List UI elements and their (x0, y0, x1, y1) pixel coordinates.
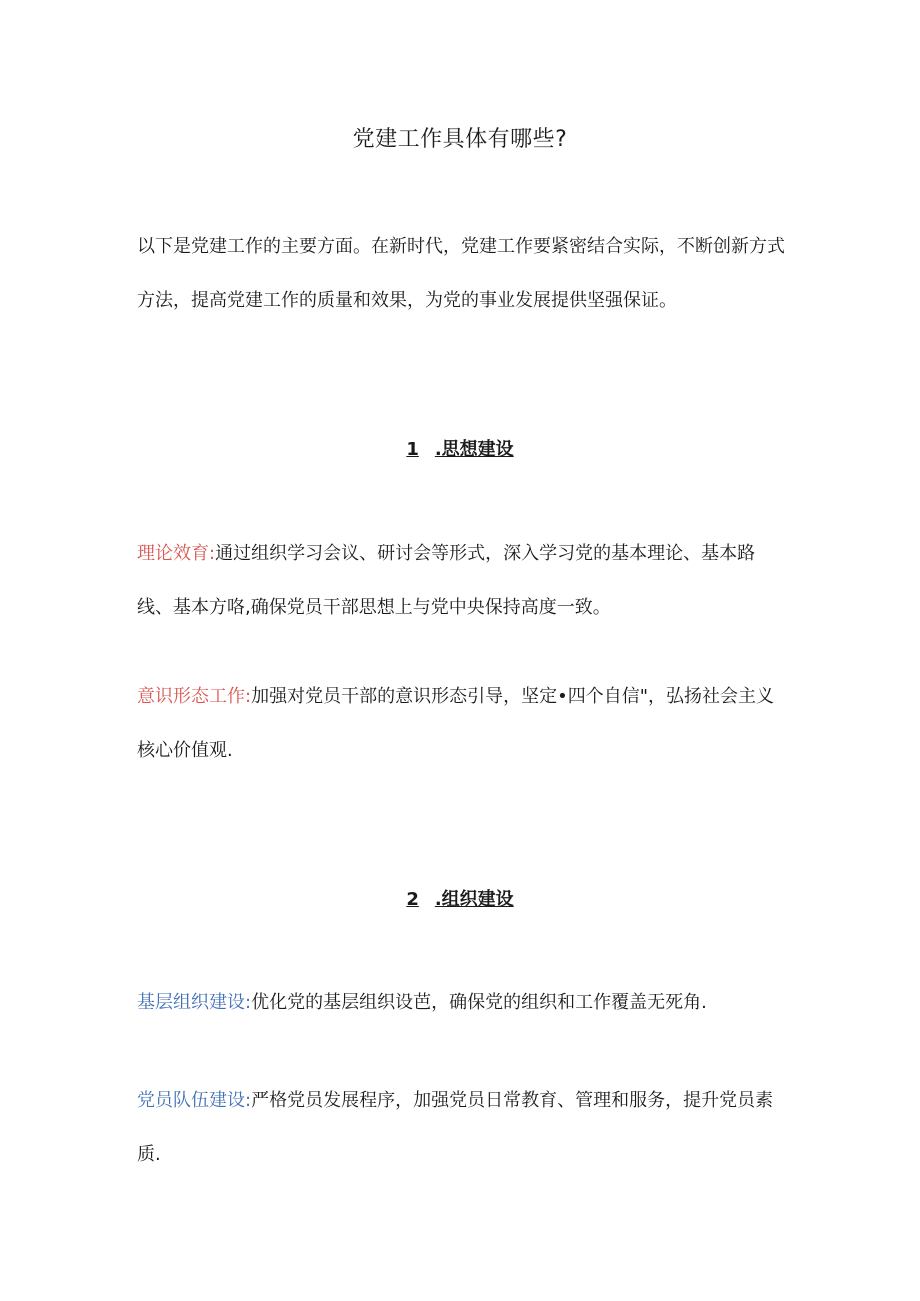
item-label: 党员队伍建设: (137, 1090, 252, 1111)
item-label: 基层组织建设: (137, 992, 252, 1013)
item-label: 意识形态工作: (137, 686, 252, 707)
intro-paragraph: 以下是党建工作的主要方面。在新时代，党建工作要紧密结合实际，不断创新方式方法，提高党建工作的质量和效果，为党的事业发展提供坚强保证。 (137, 236, 785, 311)
paragraph-ideology-work (137, 670, 787, 778)
paragraph-grassroots-organization (137, 976, 787, 1030)
section-title: .组织建设 (434, 889, 514, 910)
paragraph-theory-education (137, 527, 787, 635)
section-heading-organization (0, 886, 920, 914)
section-number: 2 (406, 889, 419, 910)
section-number: 1 (406, 439, 419, 460)
item-text: 严格党员发展程序，加强党员日常教育、管理和服务，提升党员素质. (137, 1090, 774, 1165)
document-title: 党建工作具体有哪些? (352, 127, 568, 152)
section-title: .思想建设 (434, 439, 514, 460)
item-text: 优化党的基层组织设芭，确保党的组织和工作覆盖无死角. (251, 992, 707, 1013)
section-heading-thought (0, 436, 920, 464)
item-text: 加强对党员干部的意识形态引导，坚定•四个自信"，弘扬社会主义核心价值观. (137, 686, 774, 761)
paragraph-member-team (137, 1074, 787, 1182)
item-text: 通过组织学习会议、研讨会等形式，深入学习党的基本理论、基本路线、基本方咯,确保党员干部思想上与党中央保持高度一致。 (137, 543, 756, 618)
item-label: 理论效育: (137, 543, 216, 564)
